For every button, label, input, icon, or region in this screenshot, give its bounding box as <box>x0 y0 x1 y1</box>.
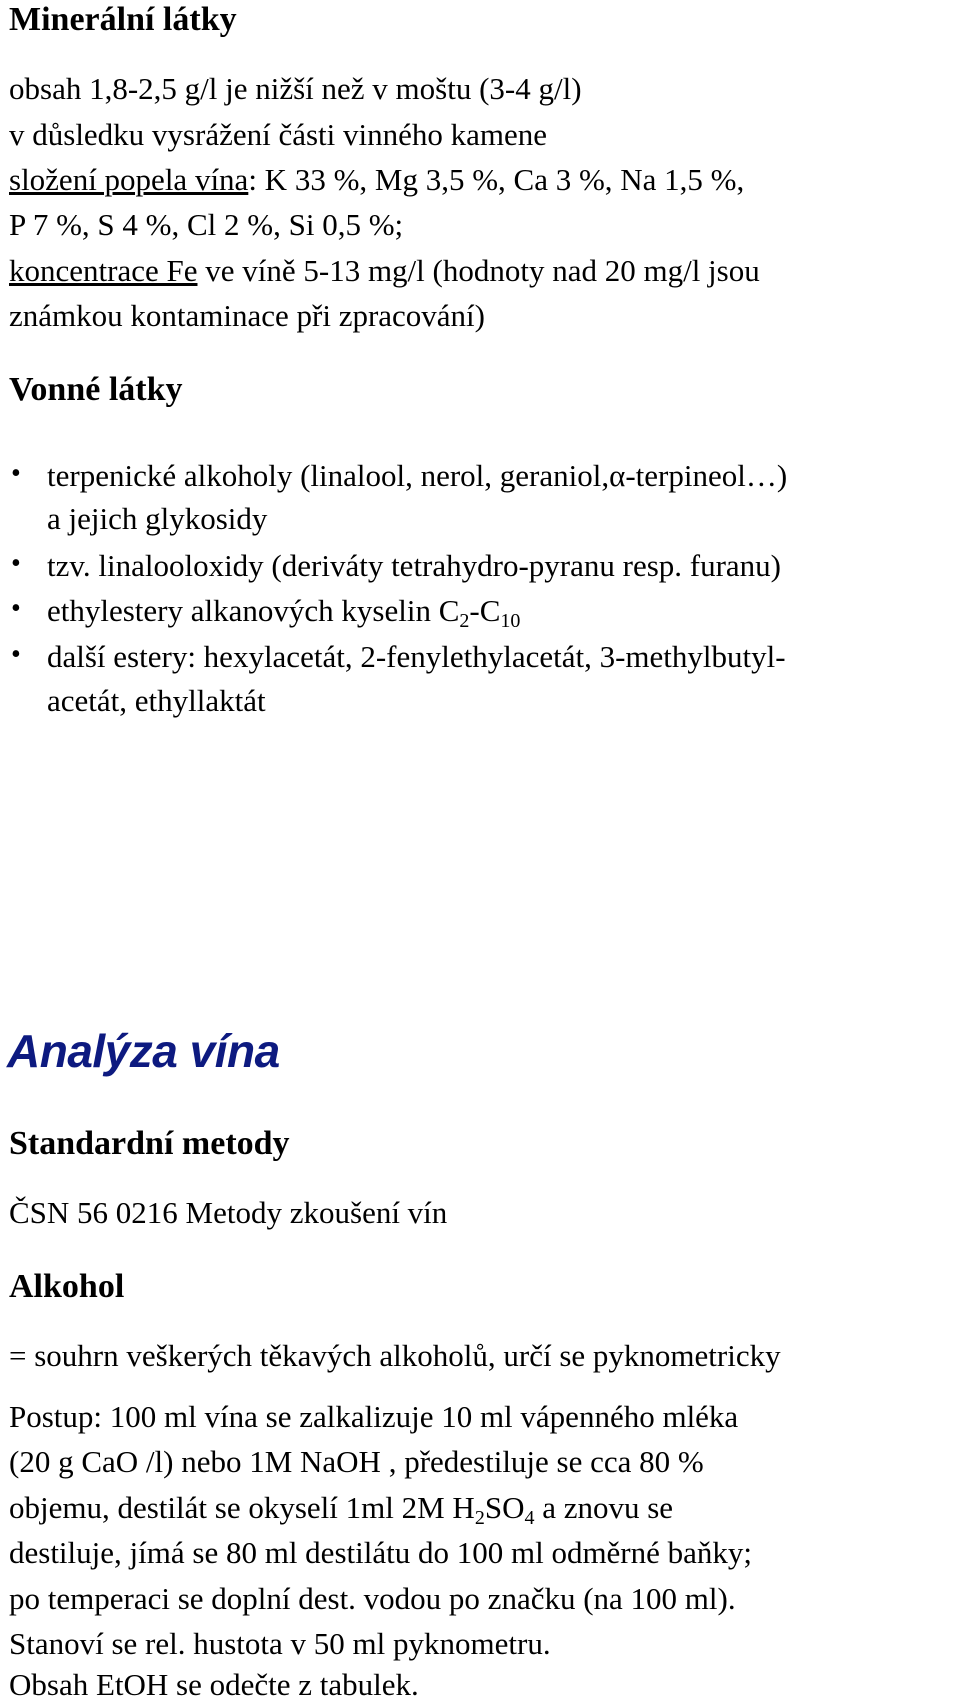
procedure-line: Postup: 100 ml vína se zalkalizuje 10 ml vápenného mléka <box>9 1399 739 1434</box>
iron-concentration-values: ve víně 5-13 mg/l (hodnoty nad 20 mg/l jsou <box>197 253 760 288</box>
ash-composition-values-cont: P 7 %, S 4 %, Cl 2 %, Si 0,5 %; <box>9 207 404 242</box>
procedure-line: Stanoví se rel. hustota v 50 ml pyknometru. <box>9 1626 551 1661</box>
section-title-wine-analysis: Analýza vína <box>7 1025 280 1077</box>
bullet-icon: • <box>11 458 21 489</box>
list-item-text <box>47 591 520 631</box>
list-item-text: terpenické alkoholy (linalool, nerol, geraniol,α-terpineol…) <box>47 458 788 493</box>
tartar-precipitation-line: v důsledku vysrážení části vinného kamene <box>9 117 548 152</box>
ash-composition-values: : K 33 %, Mg 3,5 %, Ca 3 %, Na 1,5 %, <box>248 162 745 197</box>
list-item-text: tzv. linalooloxidy (deriváty tetrahydro-pyranu resp. furanu) <box>47 548 781 583</box>
list-item-text-cont: acetát, ethyllaktát <box>47 683 266 718</box>
mineral-content-line: obsah 1,8-2,5 g/l je nižší než v moštu (3-4 g/l) <box>9 71 582 106</box>
heading-standard-methods: Standardní metody <box>9 1125 290 1162</box>
procedure-line: (20 g CaO /l) nebo 1M NaOH , předestiluje se cca 80 % <box>9 1444 704 1479</box>
list-item-text-cont: a jejich glykosidy <box>47 501 268 536</box>
bullet-icon: • <box>11 639 21 670</box>
subscript: 4 <box>524 1507 535 1529</box>
iron-concentration-label: koncentrace Fe <box>9 253 198 288</box>
procedure-text: SO <box>484 1490 525 1525</box>
alcohol-definition: = souhrn veškerých těkavých alkoholů, určí se pyknometricky <box>9 1338 781 1373</box>
bullet-icon: • <box>11 593 21 624</box>
list-item-text: další estery: hexylacetát, 2-fenylethylacetát, 3-methylbutyl- <box>47 639 786 674</box>
ester-text-mid: -C <box>469 593 501 628</box>
procedure-line: po temperaci se doplní dest. vodou po značku (na 100 ml). <box>9 1581 736 1616</box>
bullet-icon: • <box>11 548 21 579</box>
ash-composition-line <box>9 160 744 200</box>
subscript: 2 <box>459 610 470 632</box>
ester-text: ethylestery alkanových kyselin C <box>47 593 460 628</box>
heading-aroma-substances: Vonné látky <box>9 371 183 408</box>
procedure-text: a znovu se <box>534 1490 674 1525</box>
procedure-line: destiluje, jímá se 80 ml destilátu do 100 ml odměrné baňky; <box>9 1535 753 1570</box>
procedure-line <box>9 1488 673 1528</box>
subscript: 10 <box>500 610 521 632</box>
procedure-text: objemu, destilát se okyselí 1ml 2M H <box>9 1490 475 1525</box>
ash-composition-label: složení popela vína <box>9 162 249 197</box>
subscript: 2 <box>474 1507 485 1529</box>
heading-alcohol: Alkohol <box>9 1268 125 1305</box>
iron-contamination-line: známkou kontaminace při zpracování) <box>9 298 485 333</box>
procedure-line: Obsah EtOH se odečte z tabulek. <box>9 1667 419 1702</box>
iron-concentration-line <box>9 251 760 291</box>
norm-reference: ČSN 56 0216 Metody zkoušení vín <box>9 1195 448 1230</box>
heading-mineral-substances: Minerální látky <box>9 1 237 38</box>
